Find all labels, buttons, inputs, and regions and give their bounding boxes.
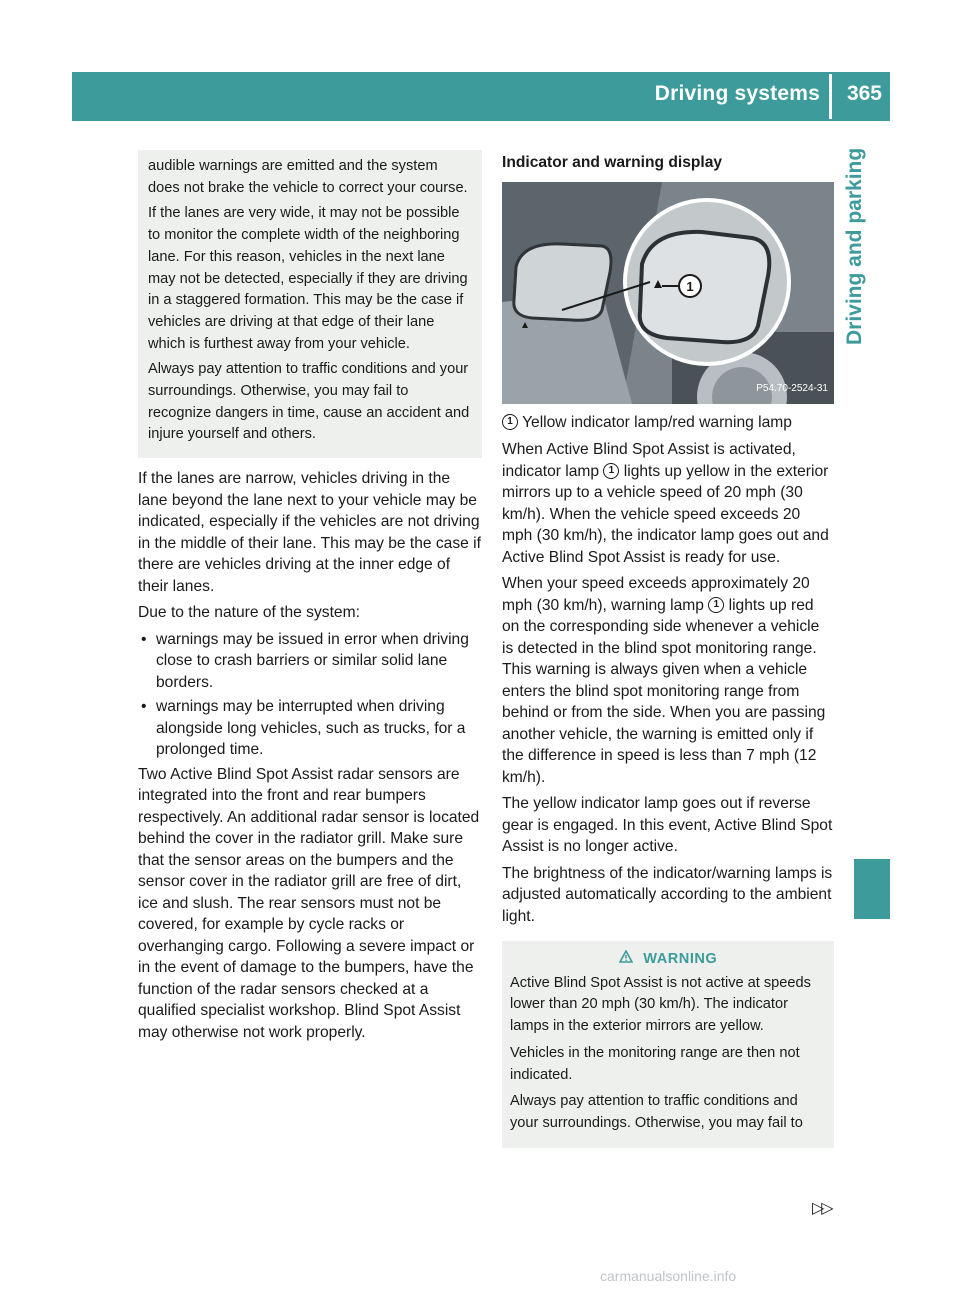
warning-paragraph: Active Blind Spot Assist is not active at speeds lower than 20 mph (30 km/h). The indicator lamps in the exterior mirrors are yellow. (510, 974, 811, 1035)
left-column (138, 150, 482, 1048)
warning-triangle-icon (619, 949, 633, 971)
box-paragraph: audible warnings are emitted and the system does not brake the vehicle to correct your course. (148, 158, 468, 196)
body-paragraph: If the lanes are narrow, vehicles driving in the lane beyond the lane next to your vehicle may be indicated, especially if the vehicles are not driving in the middle of their lane. This may be the case if there are vehicles driving at the inner edge of their lanes. (138, 470, 481, 595)
body-paragraph: When Active Blind Spot Assist is activated, indicator lamp 1 lights up yellow in the exterior mirrors up to a vehicle speed of 20 mph (30 km/h). When the vehicle speed exceeds 20 mph (30 km/h), the indicator lamp goes out and Active Blind Spot Assist is ready for use. (502, 441, 829, 566)
box-paragraph: If the lanes are very wide, it may not be possible to monitor the complete width of the neighboring lane. For this reason, vehicles in the next lane may not be detected, especially if they are driving in a staggered formation. This may be the case if vehicles are driving at that edge of their lane which is furthest away from your vehicle. (148, 205, 468, 352)
page-header (72, 72, 890, 121)
list-item: • warnings may be issued in error when driving close to crash barriers or similar solid lane borders. (141, 630, 469, 691)
figure-caption: 1 Yellow indicator lamp/red warning lamp (502, 412, 834, 434)
right-column (502, 150, 834, 1148)
mirror-figure (502, 182, 834, 404)
warning-heading: WARNING (510, 949, 826, 971)
callout-number-icon: 1 (603, 463, 619, 479)
list-item: • warnings may be interrupted when driving alongside long vehicles, such as trucks, for a prolonged time. (141, 698, 466, 759)
warning-paragraph: Vehicles in the monitoring range are then not indicated. (510, 1044, 800, 1083)
callout-number-icon: 1 (708, 597, 724, 613)
side-tab-marker (854, 859, 890, 919)
bullet-icon: • (141, 698, 147, 716)
bullet-icon: • (141, 630, 147, 648)
body-paragraph: Two Active Blind Spot Assist radar sensors are integrated into the front and rear bumpers respectively. An additional radar sensor is located behind the cover in the radiator grill. Make sure that the sensor areas on the bumpers and the sensor cover in the radiator grill are free of dirt, ice and slush. The rear sensors must not be covered, for example by cycle racks or overhanging cargo. Following a severe impact or in the event of damage to the bumpers, have the function of the radar sensors checked at a qualified specialist workshop. Blind Spot Assist may otherwise not work properly. (138, 765, 480, 1041)
callout-number-icon: 1 (502, 414, 518, 430)
figure-callout: 1 (686, 278, 694, 294)
body-paragraph: The brightness of the indicator/warning lamps is adjusted automatically according to the ambient light. (502, 864, 833, 925)
page-number: 365 (846, 82, 882, 105)
continue-arrows-icon: ▷▷ (812, 1200, 831, 1217)
warning-box (502, 941, 834, 1148)
body-paragraph: Due to the nature of the system: (138, 604, 360, 622)
watermark: carmanualsonline.info (600, 1268, 737, 1284)
body-paragraph: The yellow indicator lamp goes out if reverse gear is engaged. In this event, Active Blind Spot Assist is no longer active. (502, 795, 833, 855)
figure-code: P54.70-2524-31 (756, 383, 828, 394)
body-paragraph: When your speed exceeds approximately 20 mph (30 km/h), warning lamp 1 lights up red on the corresponding side whenever a vehicle is detected in the blind spot monitoring range. This warning is always given when a vehicle enters the blind spot monitoring range from behind or from the side. When you are passing another vehicle, the warning is emitted only if the difference in speed is less than 7 mph (12 km/h). (502, 575, 826, 786)
mirror-illustration (502, 182, 834, 404)
section-title: Indicator and warning display (502, 154, 723, 171)
chapter-title: Driving systems (654, 82, 820, 105)
warning-paragraph: Always pay attention to traffic conditions and your surroundings. Otherwise, you may fail to (510, 1093, 803, 1131)
header-divider (829, 74, 832, 119)
warning-continuation-box (138, 150, 482, 458)
box-paragraph: Always pay attention to traffic conditions and your surroundings. Otherwise, you may fail to recognize dangers in time, cause an accident and injure yourself and others. (148, 361, 470, 443)
